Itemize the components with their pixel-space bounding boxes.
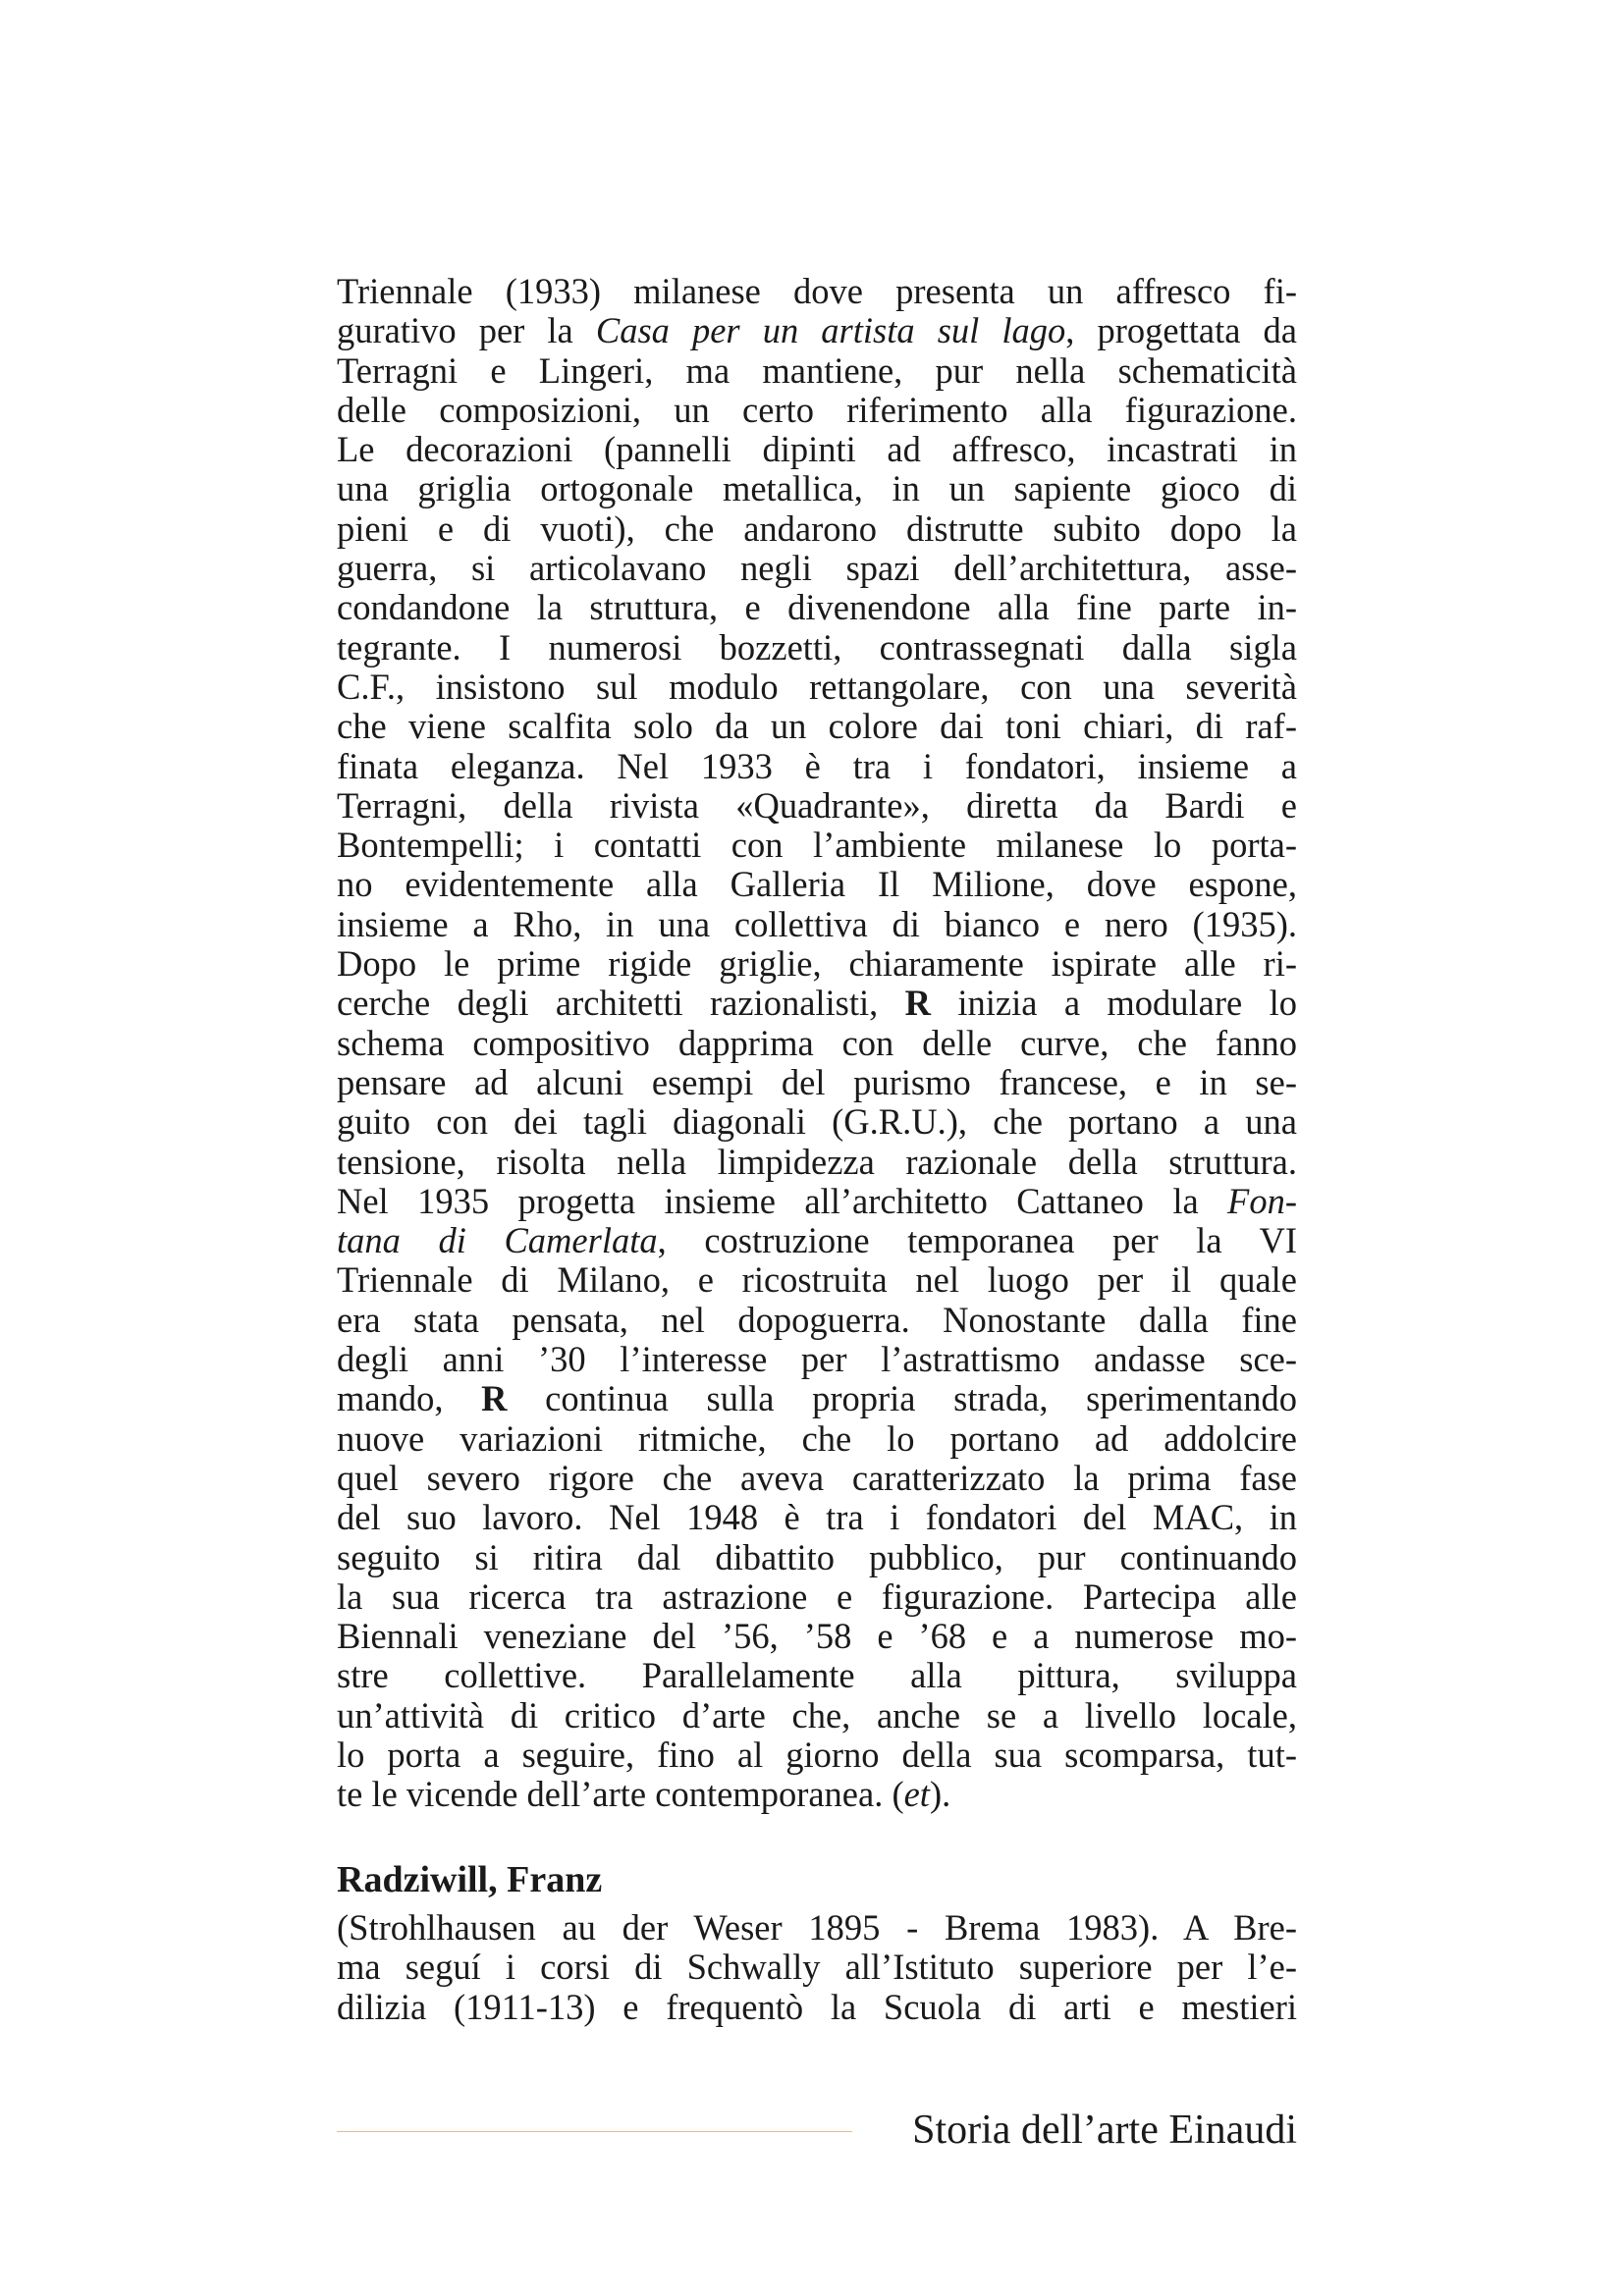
text-line: Bontempelli; i contatti con l’ambiente milanese lo porta- <box>337 825 1297 866</box>
text-line: tegrante. I numerosi bozzetti, contrassegnati dalla sigla <box>337 626 1297 667</box>
text-line: pensare ad alcuni esempi del purismo francese, e in se- <box>337 1061 1297 1102</box>
text-line: Dopo le prime rigide griglie, chiaramente ispirate alle ri- <box>337 943 1297 985</box>
text-line: Le decorazioni (pannelli dipinti ad affresco, incastrati in <box>337 429 1297 470</box>
text-line: pieni e di vuoti), che andarono distrutte subito dopo la <box>337 507 1297 549</box>
continuation-paragraph <box>337 272 1297 1815</box>
text-line: Terragni, della rivista «Quadrante», diretta da Bardi e <box>337 784 1297 826</box>
text-line: Biennali veneziane del ’56, ’58 e ’68 e a numerose mo- <box>337 1616 1297 1657</box>
text-line: schema compositivo dapprima con delle curve, che fanno <box>337 1022 1297 1063</box>
text-line: Triennale di Milano, e ricostruita nel luogo per il quale <box>337 1259 1297 1301</box>
text-line: lo porta a seguire, fino al giorno della sua scomparsa, tut- <box>337 1734 1297 1775</box>
text-line: cerche degli architetti razionalisti, R inizia a modulare lo <box>337 983 1297 1024</box>
text-line: insieme a Rho, in una collettiva di bianco e nero (1935). <box>337 903 1297 944</box>
text-line: finata eleganza. Nel 1933 è tra i fondatori, insieme a <box>337 745 1297 786</box>
text-line: quel severo rigore che aveva caratterizzato la prima fase <box>337 1457 1297 1498</box>
text-line: nuove variazioni ritmiche, che lo portano ad addolcire <box>337 1417 1297 1459</box>
text-line: Triennale (1933) milanese dove presenta un affresco fi- <box>337 271 1297 311</box>
text-line: che viene scalfita solo da un colore dai toni chiari, di raf- <box>337 706 1297 747</box>
text-line: mando, R continua sulla propria strada, sperimentando <box>337 1378 1297 1419</box>
text-line: la sua ricerca tra astrazione e figurazione. Partecipa alle <box>337 1575 1297 1617</box>
text-line: te le vicende dell’arte contemporanea. (et). <box>337 1774 951 1815</box>
text-line: C.F., insistono sul modulo rettangolare, con una severità <box>337 666 1297 707</box>
text-line: condandone la struttura, e divenendone alla fine parte in- <box>337 587 1297 628</box>
footer-rule <box>337 2131 852 2132</box>
text-line: del suo lavoro. Nel 1948 è tra i fondatori del MAC, in <box>337 1497 1297 1538</box>
text-line: guito con dei tagli diagonali (G.R.U.), che portano a una <box>337 1101 1297 1143</box>
text-line: delle composizioni, un certo riferimento alla figurazione. <box>337 389 1297 430</box>
text-line: stre collettive. Parallelamente alla pittura, sviluppa <box>337 1655 1297 1696</box>
text-line: ma seguí i corsi di Schwally all’Istituto superiore per l’e- <box>337 1947 1297 1988</box>
text-line: dilizia (1911-13) e frequentò la Scuola di arti e mestieri <box>337 1986 1297 2027</box>
text-line: era stata pensata, nel dopoguerra. Nonostante dalla fine <box>337 1299 1297 1340</box>
text-line: gurativo per la Casa per un artista sul lago, progettata da <box>337 310 1297 351</box>
text-line: tana di Camerlata, costruzione temporanea per la VI <box>337 1220 1297 1261</box>
text-line: Terragni e Lingeri, ma mantiene, pur nella schematicità <box>337 349 1297 391</box>
text-line: guerra, si articolavano negli spazi dell’architettura, asse- <box>337 548 1297 589</box>
text-line: Nel 1935 progetta insieme all’architetto Cattaneo la Fon- <box>337 1180 1297 1221</box>
text-line: seguito si ritira dal dibattito pubblico, pur continuando <box>337 1536 1297 1577</box>
text-line: un’attività di critico d’arte che, anche se a livello locale, <box>337 1694 1297 1735</box>
footer-title: Storia dell’arte Einaudi <box>912 2108 1297 2153</box>
entry-heading: Radziwill, Franz <box>337 1859 603 1900</box>
text-line: tensione, risolta nella limpidezza razionale della struttura. <box>337 1141 1297 1182</box>
entry-paragraph <box>337 1908 1297 2027</box>
text-line: degli anni ’30 l’interesse per l’astrattismo andasse sce- <box>337 1339 1297 1380</box>
text-line: (Strohlhausen au der Weser 1895 - Brema 1983). A Bre- <box>337 1907 1297 1948</box>
text-line: no evidentemente alla Galleria Il Milione, dove espone, <box>337 864 1297 905</box>
text-line: una griglia ortogonale metallica, in un sapiente gioco di <box>337 468 1297 509</box>
